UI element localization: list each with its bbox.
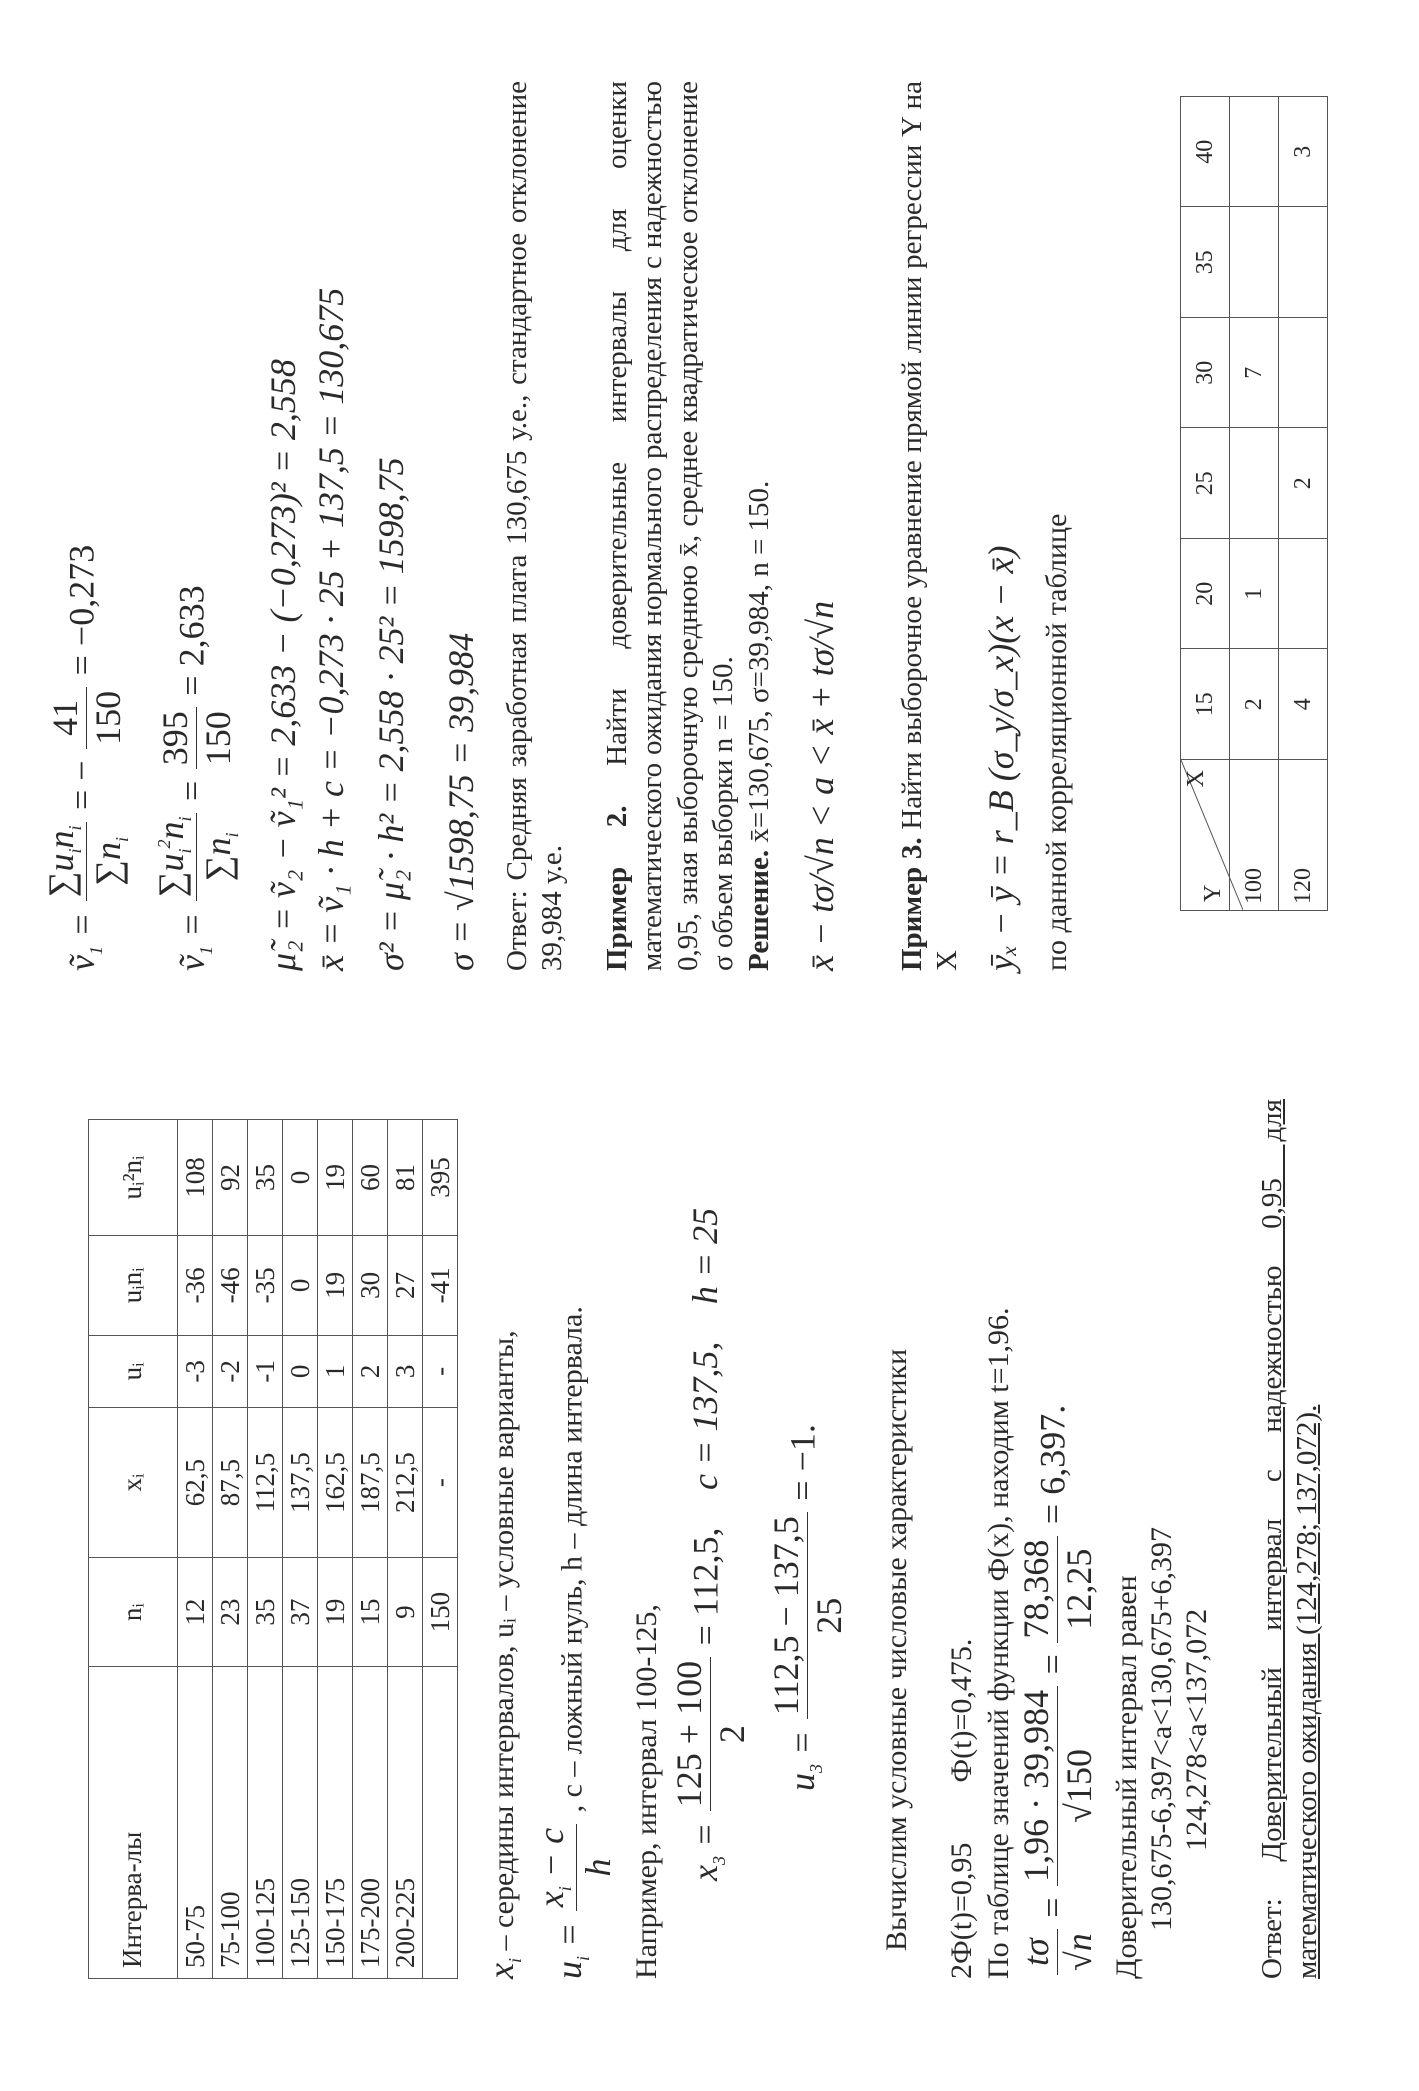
table-cell: 162,5 xyxy=(318,1408,353,1558)
table-cell: 3 xyxy=(388,1335,423,1407)
frequency-cell: 3 xyxy=(1279,97,1328,208)
frequency-cell: 7 xyxy=(1230,318,1279,429)
table-cell: 200-225 xyxy=(388,1667,423,1979)
interval-label: Доверительный интервал равен xyxy=(1110,1575,1143,1979)
example-line: Например, интервал 100-125, xyxy=(630,1604,663,1979)
x3-formula: $x_3$ = 125 + 100 2 = 112,5, c = 137,5, h = 25 xyxy=(669,1207,752,1881)
table-cell: 37 xyxy=(283,1558,318,1667)
table-cell: 50-75 xyxy=(178,1667,213,1979)
confidence-formula: x̄ − tσ/√n < a < x̄ + tσ/√n xyxy=(801,600,841,971)
v1-formula: ṽ$_1$ = $\sum u_in_i$ $\sum n_i$ = − 41 150 = −0,273 xyxy=(41,544,133,971)
table-cell: 0 xyxy=(283,1120,318,1236)
table-cell: -36 xyxy=(178,1235,213,1335)
table-cell: 62,5 xyxy=(178,1408,213,1558)
frequency-cell: 2 xyxy=(1230,649,1279,760)
answer-2: Ответ: Доверительный интервал с надежностью 0,95 для математического ожидания (124,278; 137,072). xyxy=(1256,1099,1324,1979)
x-value-cell: 30 xyxy=(1181,318,1230,429)
table-row xyxy=(353,1120,388,1979)
example-3-tail: по данной корреляционной таблице xyxy=(1040,513,1073,971)
table-cell: 60 xyxy=(353,1120,388,1236)
u3-formula: $u_3$ = 112,5 − 137,5 25 = −1. xyxy=(766,1424,849,1791)
table-cell: 1 xyxy=(318,1335,353,1407)
table-cell: 15 xyxy=(353,1558,388,1667)
table-cell: 175-200 xyxy=(353,1667,388,1979)
table-cell: 125-150 xyxy=(283,1667,318,1979)
answer-1: Ответ: Средняя заработная плата 130,675 у.е., стандартное отклонение 39,984 у.е. xyxy=(501,81,569,971)
table-row xyxy=(213,1120,248,1979)
phi-line: 2Ф(t)=0,95Ф(t)=0,475. xyxy=(945,1638,978,1979)
table-row xyxy=(318,1120,353,1979)
sigma2-formula: σ² = μ̃₂ · h² = 2,558 · 25² = 1598,75 xyxy=(371,457,411,971)
table-cell: 19 xyxy=(318,1235,353,1335)
example-3: Пример 3. Найти выборочное уравнение прямой линии регрессии Y на X xyxy=(896,81,964,971)
compute-line: Вычислим условные числовые характеристики xyxy=(880,1348,913,1951)
table-header-cell: uᵢ xyxy=(89,1335,178,1407)
frequency-cell xyxy=(1230,97,1279,208)
table-cell: 0 xyxy=(283,1235,318,1335)
table-cell: 187,5 xyxy=(353,1408,388,1558)
table-cell: 112,5 xyxy=(248,1408,283,1558)
corner-cell: X Y xyxy=(1181,760,1230,911)
frequency-cell: 1 xyxy=(1230,539,1279,650)
table-row xyxy=(178,1120,213,1979)
table-cell: -35 xyxy=(248,1235,283,1335)
table-lookup-line: По таблице значений функции Ф(x), находим t=1,96. xyxy=(982,1307,1015,1979)
table-cell: 19 xyxy=(318,1120,353,1236)
table-cell: -3 xyxy=(178,1335,213,1407)
table-cell: - xyxy=(423,1408,458,1558)
xbar-formula: x̄ = ṽ₁ · h + c = −0,273 · 25 + 137,5 = 130,675 xyxy=(311,287,351,971)
interval-line-2: 124,278<a<137,072 xyxy=(1180,1608,1213,1851)
y-value-cell: 100 xyxy=(1230,760,1279,911)
table-cell: 137,5 xyxy=(283,1408,318,1558)
table-cell: 92 xyxy=(213,1120,248,1236)
correlation-table xyxy=(1180,96,1328,911)
table-cell: -41 xyxy=(423,1235,458,1335)
frequency-cell: 2 xyxy=(1279,428,1328,539)
ui-formula: $u_i$ = $x_i - c$ h , c – ложный нуль, h – длина интервала. xyxy=(531,1306,619,1979)
v2-formula: ṽ$_1$ = $\sum u_i^2n_i$ $\sum n_i$ = 395 150 = 2,633 xyxy=(151,585,243,971)
table-cell: -1 xyxy=(248,1335,283,1407)
table-cell: 0 xyxy=(283,1335,318,1407)
mu2-formula: μ̃₂ = ṽ₂ − ṽ₁² = 2,633 − (−0,273)² = 2,558 xyxy=(263,359,303,971)
table-cell: 81 xyxy=(388,1120,423,1236)
table-cell: -2 xyxy=(213,1335,248,1407)
left-column xyxy=(0,1071,1419,2051)
x-value-cell: 15 xyxy=(1181,649,1230,760)
table-cell: 395 xyxy=(423,1120,458,1236)
frequency-cell xyxy=(1279,207,1328,318)
table-cell xyxy=(423,1667,458,1979)
table-cell: 30 xyxy=(353,1235,388,1335)
frequency-cell xyxy=(1230,428,1279,539)
table-cell: 87,5 xyxy=(213,1408,248,1558)
example-2: Пример 2. Найти доверительные интервалы для оценки математического ожидания нормального распределения с надежностью 0,95, зная выборочную среднюю x̄, среднее квадратическое отклонение σ объем выборки n = 150. Решение. x̄=130,675, σ=39,984, n = 150. xyxy=(601,81,775,971)
sigma-formula: σ = √1598,75 = 39,984 xyxy=(441,632,481,971)
frequency-cell xyxy=(1230,207,1279,318)
x-value-cell: 25 xyxy=(1181,428,1230,539)
interval-line-1: 130,675-6,397<a<130,675+6,397 xyxy=(1145,1526,1178,1931)
frequency-cell xyxy=(1279,318,1328,429)
table-header-cell: nᵢ xyxy=(89,1558,178,1667)
table-cell: 27 xyxy=(388,1235,423,1335)
table-cell: 35 xyxy=(248,1120,283,1236)
calc-formula: tσ √n = 1,96 · 39,984 √150 = 78,368 12,25 = 6,397. xyxy=(1015,1405,1100,1979)
y-value-cell: 120 xyxy=(1279,760,1328,911)
table-cell: 150-175 xyxy=(318,1667,353,1979)
table-cell: 108 xyxy=(178,1120,213,1236)
table-row xyxy=(283,1120,318,1979)
frequency-cell xyxy=(1279,539,1328,650)
table-cell: 23 xyxy=(213,1558,248,1667)
table-row xyxy=(248,1120,283,1979)
intervals-table xyxy=(88,1119,458,1979)
xi-definition: $x_i$ – середины интервалов, uᵢ – условные варианты, xyxy=(481,1330,526,1979)
frequency-cell: 4 xyxy=(1279,649,1328,760)
table-cell: 35 xyxy=(248,1558,283,1667)
table-header-cell: xᵢ xyxy=(89,1408,178,1558)
table-cell: 75-100 xyxy=(213,1667,248,1979)
table-cell: 19 xyxy=(318,1558,353,1667)
table-row xyxy=(388,1120,423,1979)
table-header-row xyxy=(89,1120,178,1979)
table-cell: 100-125 xyxy=(248,1667,283,1979)
table-cell: 12 xyxy=(178,1558,213,1667)
table-cell: 212,5 xyxy=(388,1408,423,1558)
table-row xyxy=(423,1120,458,1979)
table-header-cell: uᵢ²nᵢ xyxy=(89,1120,178,1236)
x-value-cell: 35 xyxy=(1181,207,1230,318)
table-cell: -46 xyxy=(213,1235,248,1335)
table-cell: 2 xyxy=(353,1335,388,1407)
table-header-cell: uᵢnᵢ xyxy=(89,1235,178,1335)
x-value-cell: 20 xyxy=(1181,539,1230,650)
table-cell: 9 xyxy=(388,1558,423,1667)
correlation-row xyxy=(1279,97,1328,911)
table-cell: 150 xyxy=(423,1558,458,1667)
x-value-cell: 40 xyxy=(1181,97,1230,208)
correlation-header-row xyxy=(1181,97,1230,911)
regression-formula: ȳₓ − ȳ = r_B (σ_y/σ_x)(x − x̄) xyxy=(981,545,1021,971)
table-cell: - xyxy=(423,1335,458,1407)
table-header-cell: Интерва-лы xyxy=(89,1667,178,1979)
